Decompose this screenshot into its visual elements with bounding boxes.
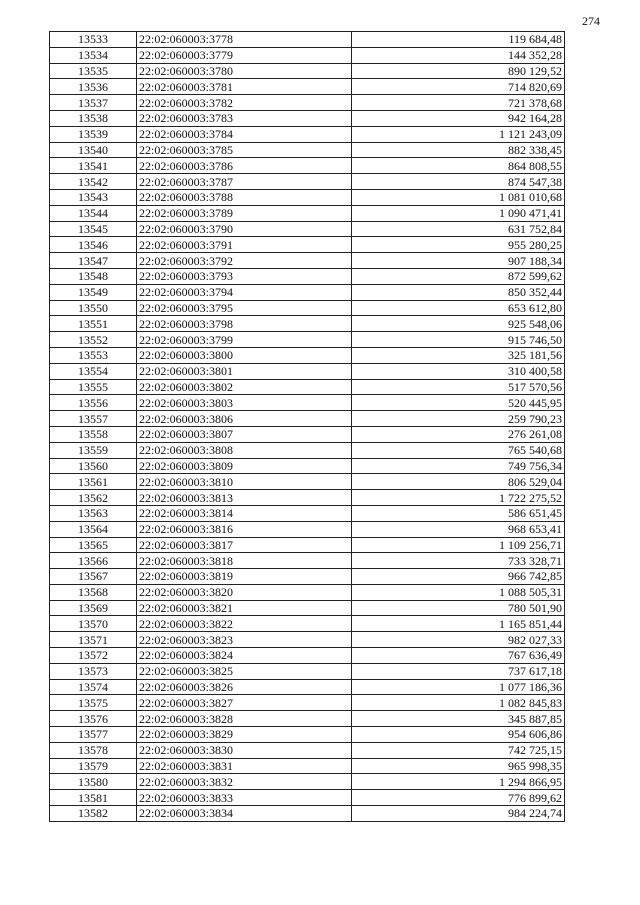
cadastral-value-cell: 965 998,35 [352, 758, 565, 774]
cadastral-value-cell: 767 636,49 [352, 648, 565, 664]
table-row [50, 268, 565, 284]
cadastral-number-cell: 22:02:060003:3809 [137, 458, 352, 474]
table-row [50, 679, 565, 695]
cadastral-value-cell: 742 725,15 [352, 742, 565, 758]
cadastral-value-cell: 1 088 505,31 [352, 584, 565, 600]
cadastral-number-cell: 22:02:060003:3788 [137, 189, 352, 205]
cadastral-number-cell: 22:02:060003:3781 [137, 79, 352, 95]
cadastral-number-cell: 22:02:060003:3792 [137, 253, 352, 269]
row-number-cell: 13575 [50, 695, 137, 711]
row-number-cell: 13571 [50, 632, 137, 648]
cadastral-value-cell: 721 378,68 [352, 95, 565, 111]
table-row [50, 663, 565, 679]
cadastral-value-cell: 520 445,95 [352, 395, 565, 411]
table-row [50, 426, 565, 442]
cadastral-number-cell: 22:02:060003:3793 [137, 268, 352, 284]
row-number-cell: 13555 [50, 379, 137, 395]
row-number-cell: 13567 [50, 569, 137, 585]
cadastral-number-cell: 22:02:060003:3830 [137, 742, 352, 758]
row-number-cell: 13569 [50, 600, 137, 616]
row-number-cell: 13564 [50, 521, 137, 537]
cadastral-number-cell: 22:02:060003:3782 [137, 95, 352, 111]
table-row [50, 221, 565, 237]
row-number-cell: 13579 [50, 758, 137, 774]
row-number-cell: 13566 [50, 553, 137, 569]
cadastral-number-cell: 22:02:060003:3819 [137, 569, 352, 585]
row-number-cell: 13546 [50, 237, 137, 253]
table-row [50, 584, 565, 600]
row-number-cell: 13561 [50, 474, 137, 490]
row-number-cell: 13543 [50, 189, 137, 205]
row-number-cell: 13539 [50, 126, 137, 142]
cadastral-number-cell: 22:02:060003:3794 [137, 284, 352, 300]
cadastral-value-cell: 925 548,06 [352, 316, 565, 332]
cadastral-value-cell: 765 540,68 [352, 442, 565, 458]
table-row [50, 189, 565, 205]
row-number-cell: 13582 [50, 806, 137, 822]
cadastral-value-cell: 982 027,33 [352, 632, 565, 648]
row-number-cell: 13542 [50, 174, 137, 190]
cadastral-value-cell: 984 224,74 [352, 806, 565, 822]
table-row [50, 474, 565, 490]
cadastral-number-cell: 22:02:060003:3833 [137, 790, 352, 806]
cadastral-number-cell: 22:02:060003:3786 [137, 158, 352, 174]
cadastral-number-cell: 22:02:060003:3814 [137, 505, 352, 521]
row-number-cell: 13547 [50, 253, 137, 269]
cadastral-number-cell: 22:02:060003:3831 [137, 758, 352, 774]
row-number-cell: 13557 [50, 411, 137, 427]
cadastral-value-cell: 749 756,34 [352, 458, 565, 474]
row-number-cell: 13550 [50, 300, 137, 316]
table-row [50, 727, 565, 743]
cadastral-number-cell: 22:02:060003:3778 [137, 32, 352, 48]
row-number-cell: 13556 [50, 395, 137, 411]
row-number-cell: 13570 [50, 616, 137, 632]
row-number-cell: 13565 [50, 537, 137, 553]
row-number-cell: 13553 [50, 347, 137, 363]
cadastral-value-cell: 882 338,45 [352, 142, 565, 158]
cadastral-value-cell: 714 820,69 [352, 79, 565, 95]
cadastral-value-cell: 864 808,55 [352, 158, 565, 174]
cadastral-number-cell: 22:02:060003:3834 [137, 806, 352, 822]
cadastral-value-cell: 1 121 243,09 [352, 126, 565, 142]
cadastral-value-cell: 276 261,08 [352, 426, 565, 442]
cadastral-number-cell: 22:02:060003:3784 [137, 126, 352, 142]
row-number-cell: 13581 [50, 790, 137, 806]
row-number-cell: 13533 [50, 32, 137, 48]
cadastral-number-cell: 22:02:060003:3799 [137, 332, 352, 348]
row-number-cell: 13541 [50, 158, 137, 174]
row-number-cell: 13552 [50, 332, 137, 348]
cadastral-value-cell: 776 899,62 [352, 790, 565, 806]
row-number-cell: 13580 [50, 774, 137, 790]
cadastral-value-cell: 874 547,38 [352, 174, 565, 190]
table-row [50, 742, 565, 758]
cadastral-number-cell: 22:02:060003:3800 [137, 347, 352, 363]
cadastral-value-cell: 966 742,85 [352, 569, 565, 585]
row-number-cell: 13551 [50, 316, 137, 332]
cadastral-value-cell: 954 606,86 [352, 727, 565, 743]
row-number-cell: 13540 [50, 142, 137, 158]
cadastral-number-cell: 22:02:060003:3818 [137, 553, 352, 569]
cadastral-number-cell: 22:02:060003:3801 [137, 363, 352, 379]
page-number: 274 [582, 14, 600, 28]
cadastral-number-cell: 22:02:060003:3807 [137, 426, 352, 442]
cadastral-value-cell: 968 653,41 [352, 521, 565, 537]
row-number-cell: 13554 [50, 363, 137, 379]
table-row [50, 711, 565, 727]
table-row [50, 284, 565, 300]
table-row [50, 395, 565, 411]
row-number-cell: 13545 [50, 221, 137, 237]
cadastral-number-cell: 22:02:060003:3789 [137, 205, 352, 221]
table-row [50, 616, 565, 632]
cadastral-number-cell: 22:02:060003:3808 [137, 442, 352, 458]
table-row [50, 174, 565, 190]
cadastral-value-cell: 872 599,62 [352, 268, 565, 284]
cadastral-number-cell: 22:02:060003:3779 [137, 47, 352, 63]
table-row [50, 442, 565, 458]
row-number-cell: 13563 [50, 505, 137, 521]
cadastral-number-cell: 22:02:060003:3829 [137, 727, 352, 743]
row-number-cell: 13549 [50, 284, 137, 300]
cadastral-number-cell: 22:02:060003:3832 [137, 774, 352, 790]
cadastral-value-cell: 733 328,71 [352, 553, 565, 569]
row-number-cell: 13562 [50, 490, 137, 506]
table-row [50, 347, 565, 363]
table-row [50, 253, 565, 269]
table-row [50, 490, 565, 506]
table-row [50, 521, 565, 537]
cadastral-number-cell: 22:02:060003:3822 [137, 616, 352, 632]
cadastral-value-cell: 517 570,56 [352, 379, 565, 395]
cadastral-value-cell: 890 129,52 [352, 63, 565, 79]
table-row [50, 300, 565, 316]
cadastral-value-cell: 310 400,58 [352, 363, 565, 379]
cadastral-number-cell: 22:02:060003:3806 [137, 411, 352, 427]
cadastral-value-cell: 780 501,90 [352, 600, 565, 616]
row-number-cell: 13536 [50, 79, 137, 95]
cadastral-number-cell: 22:02:060003:3798 [137, 316, 352, 332]
table-row [50, 142, 565, 158]
table-row [50, 126, 565, 142]
cadastral-number-cell: 22:02:060003:3785 [137, 142, 352, 158]
row-number-cell: 13574 [50, 679, 137, 695]
cadastral-value-cell: 1 082 845,83 [352, 695, 565, 711]
table-row [50, 316, 565, 332]
cadastral-value-cell: 144 352,28 [352, 47, 565, 63]
table-row [50, 806, 565, 822]
cadastral-value-cell: 955 280,25 [352, 237, 565, 253]
row-number-cell: 13535 [50, 63, 137, 79]
row-number-cell: 13576 [50, 711, 137, 727]
table-row [50, 553, 565, 569]
row-number-cell: 13573 [50, 663, 137, 679]
cadastral-number-cell: 22:02:060003:3791 [137, 237, 352, 253]
table-row [50, 332, 565, 348]
table-row [50, 205, 565, 221]
cadastral-value-cell: 1 722 275,52 [352, 490, 565, 506]
table-row [50, 411, 565, 427]
cadastral-value-cell: 907 188,34 [352, 253, 565, 269]
row-number-cell: 13568 [50, 584, 137, 600]
cadastral-number-cell: 22:02:060003:3803 [137, 395, 352, 411]
row-number-cell: 13538 [50, 110, 137, 126]
cadastral-value-cell: 806 529,04 [352, 474, 565, 490]
row-number-cell: 13577 [50, 727, 137, 743]
cadastral-number-cell: 22:02:060003:3780 [137, 63, 352, 79]
table-row [50, 110, 565, 126]
cadastral-number-cell: 22:02:060003:3810 [137, 474, 352, 490]
row-number-cell: 13578 [50, 742, 137, 758]
table-row [50, 774, 565, 790]
cadastral-value-cell: 631 752,84 [352, 221, 565, 237]
table-row [50, 537, 565, 553]
table-row [50, 79, 565, 95]
table-row [50, 237, 565, 253]
table-body [50, 32, 565, 822]
table-row [50, 695, 565, 711]
cadastral-number-cell: 22:02:060003:3823 [137, 632, 352, 648]
table-row [50, 600, 565, 616]
cadastral-value-cell: 942 164,28 [352, 110, 565, 126]
row-number-cell: 13559 [50, 442, 137, 458]
cadastral-value-table [49, 31, 565, 822]
table-row [50, 505, 565, 521]
cadastral-value-cell: 737 617,18 [352, 663, 565, 679]
cadastral-value-cell: 1 165 851,44 [352, 616, 565, 632]
table-row [50, 790, 565, 806]
cadastral-number-cell: 22:02:060003:3817 [137, 537, 352, 553]
table-row [50, 758, 565, 774]
row-number-cell: 13548 [50, 268, 137, 284]
cadastral-number-cell: 22:02:060003:3825 [137, 663, 352, 679]
cadastral-number-cell: 22:02:060003:3802 [137, 379, 352, 395]
table-row [50, 32, 565, 48]
cadastral-value-cell: 1 090 471,41 [352, 205, 565, 221]
table-row [50, 569, 565, 585]
row-number-cell: 13537 [50, 95, 137, 111]
cadastral-number-cell: 22:02:060003:3813 [137, 490, 352, 506]
row-number-cell: 13544 [50, 205, 137, 221]
row-number-cell: 13560 [50, 458, 137, 474]
cadastral-number-cell: 22:02:060003:3821 [137, 600, 352, 616]
cadastral-number-cell: 22:02:060003:3828 [137, 711, 352, 727]
cadastral-number-cell: 22:02:060003:3820 [137, 584, 352, 600]
row-number-cell: 13558 [50, 426, 137, 442]
cadastral-value-cell: 119 684,48 [352, 32, 565, 48]
cadastral-number-cell: 22:02:060003:3827 [137, 695, 352, 711]
cadastral-value-cell: 1 294 866,95 [352, 774, 565, 790]
cadastral-value-cell: 850 352,44 [352, 284, 565, 300]
table-row [50, 158, 565, 174]
cadastral-value-cell: 325 181,56 [352, 347, 565, 363]
cadastral-number-cell: 22:02:060003:3783 [137, 110, 352, 126]
cadastral-number-cell: 22:02:060003:3824 [137, 648, 352, 664]
cadastral-number-cell: 22:02:060003:3787 [137, 174, 352, 190]
cadastral-number-cell: 22:02:060003:3816 [137, 521, 352, 537]
cadastral-value-cell: 259 790,23 [352, 411, 565, 427]
row-number-cell: 13572 [50, 648, 137, 664]
table-row [50, 632, 565, 648]
cadastral-number-cell: 22:02:060003:3795 [137, 300, 352, 316]
table-row [50, 63, 565, 79]
table-row [50, 458, 565, 474]
table-row [50, 47, 565, 63]
cadastral-number-cell: 22:02:060003:3826 [137, 679, 352, 695]
cadastral-value-cell: 345 887,85 [352, 711, 565, 727]
cadastral-value-cell: 1 109 256,71 [352, 537, 565, 553]
row-number-cell: 13534 [50, 47, 137, 63]
table-row [50, 379, 565, 395]
table-row [50, 648, 565, 664]
cadastral-value-cell: 1 077 186,36 [352, 679, 565, 695]
table-row [50, 95, 565, 111]
cadastral-value-cell: 1 081 010,68 [352, 189, 565, 205]
table-row [50, 363, 565, 379]
cadastral-value-cell: 915 746,50 [352, 332, 565, 348]
cadastral-value-cell: 586 651,45 [352, 505, 565, 521]
cadastral-value-cell: 653 612,80 [352, 300, 565, 316]
cadastral-number-cell: 22:02:060003:3790 [137, 221, 352, 237]
